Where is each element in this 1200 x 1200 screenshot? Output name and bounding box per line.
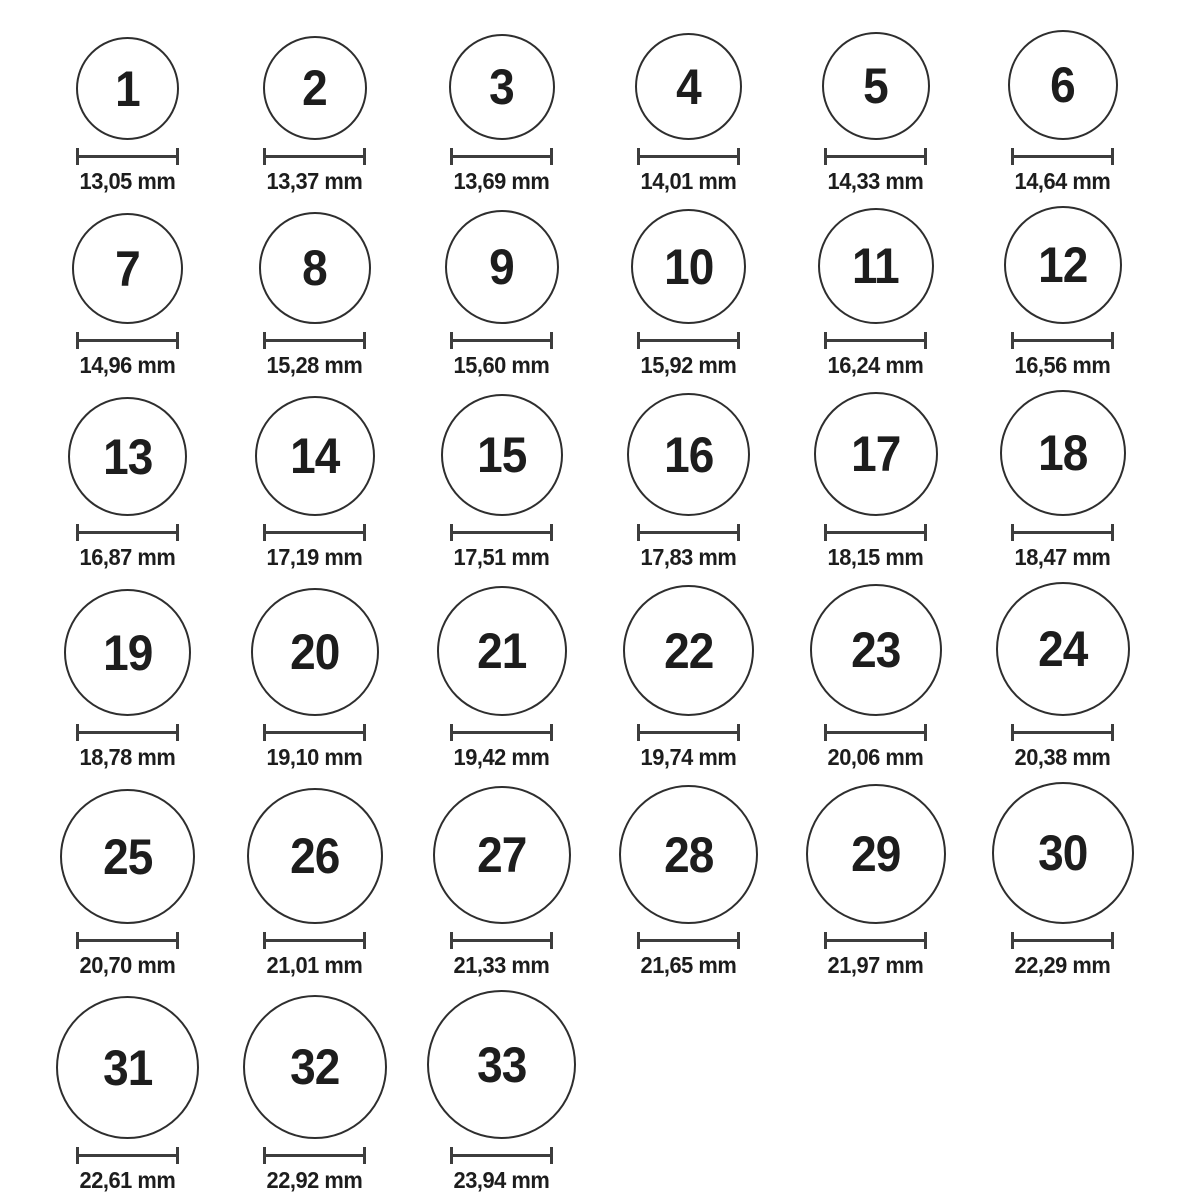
dimension-end-tick <box>363 148 366 165</box>
ring-circle <box>255 396 375 516</box>
ring-size-cell <box>34 789 221 979</box>
ring-circle <box>427 990 576 1139</box>
ring-size-cell <box>408 394 595 571</box>
ring-size-cell <box>782 392 969 571</box>
ring-size-cell <box>969 782 1156 979</box>
ring-size-number: 25 <box>102 828 153 885</box>
size-row <box>34 206 1200 379</box>
ring-circle <box>243 995 387 1139</box>
ring-size-number: 3 <box>489 59 514 115</box>
diameter-label: 17,83 mm <box>640 544 737 570</box>
dimension-bar <box>824 939 927 942</box>
diameter-label: 16,24 mm <box>827 352 924 378</box>
ring-size-cell <box>408 990 595 1194</box>
ring-circle <box>263 36 367 140</box>
ring-circle <box>806 784 946 924</box>
ring-size-cell <box>221 588 408 771</box>
ring-size-number: 29 <box>850 826 901 882</box>
diameter-dimension-line <box>263 148 366 165</box>
ring-size-cell <box>34 397 221 571</box>
ring-circle <box>822 32 930 140</box>
diameter-dimension-line <box>1011 932 1114 949</box>
ring-circle <box>259 212 371 324</box>
dimension-bar <box>263 1154 366 1157</box>
ring-size-cell <box>408 210 595 379</box>
diameter-dimension-line <box>450 332 553 349</box>
diameter-dimension-line <box>1011 724 1114 741</box>
ring-size-cell <box>34 996 221 1194</box>
ring-size-cell <box>782 584 969 771</box>
ring-circle <box>810 584 942 716</box>
dimension-end-tick <box>550 932 553 949</box>
dimension-end-tick <box>737 148 740 165</box>
diameter-dimension-line <box>824 148 927 165</box>
ring-size-number: 1 <box>115 60 140 117</box>
diameter-dimension-line <box>824 524 927 541</box>
diameter-label: 20,38 mm <box>1014 744 1111 770</box>
ring-size-number: 17 <box>850 426 901 482</box>
ring-circle <box>56 996 199 1139</box>
ring-circle <box>251 588 379 716</box>
diameter-label: 18,78 mm <box>79 744 176 770</box>
dimension-bar <box>450 731 553 734</box>
dimension-bar <box>263 339 366 342</box>
ring-size-cell <box>782 208 969 379</box>
ring-size-number: 32 <box>289 1039 340 1095</box>
ring-size-cell <box>969 582 1156 771</box>
dimension-bar <box>1011 731 1114 734</box>
diameter-label: 22,92 mm <box>266 1167 363 1193</box>
dimension-end-tick <box>550 524 553 541</box>
ring-size-cell <box>221 36 408 195</box>
ring-size-number: 7 <box>115 240 140 297</box>
dimension-bar <box>263 731 366 734</box>
diameter-label: 16,56 mm <box>1014 352 1111 378</box>
diameter-dimension-line <box>263 524 366 541</box>
ring-size-number: 31 <box>102 1039 153 1096</box>
diameter-dimension-line <box>637 332 740 349</box>
diameter-label: 15,92 mm <box>640 352 737 378</box>
diameter-dimension-line <box>637 932 740 949</box>
dimension-end-tick <box>176 332 179 349</box>
dimension-bar <box>76 939 179 942</box>
ring-size-number: 19 <box>102 624 153 681</box>
ring-size-number: 23 <box>850 622 901 678</box>
diameter-label: 19,10 mm <box>266 744 363 770</box>
diameter-dimension-line <box>1011 524 1114 541</box>
ring-size-cell <box>34 589 221 771</box>
dimension-end-tick <box>363 932 366 949</box>
diameter-label: 15,28 mm <box>266 352 363 378</box>
diameter-dimension-line <box>450 1147 553 1164</box>
ring-size-number: 16 <box>663 426 714 483</box>
ring-size-number: 28 <box>663 826 714 883</box>
ring-size-cell <box>782 32 969 195</box>
ring-size-cell <box>34 213 221 379</box>
dimension-bar <box>450 155 553 158</box>
ring-circle <box>437 586 567 716</box>
diameter-label: 17,19 mm <box>266 544 363 570</box>
ring-size-cell <box>221 995 408 1194</box>
diameter-dimension-line <box>450 932 553 949</box>
diameter-dimension-line <box>263 332 366 349</box>
ring-size-number: 4 <box>676 58 701 115</box>
diameter-label: 13,69 mm <box>453 168 550 194</box>
ring-size-cell <box>221 396 408 571</box>
ring-circle <box>619 785 758 924</box>
ring-size-number: 9 <box>489 239 514 295</box>
dimension-end-tick <box>176 1147 179 1164</box>
dimension-bar <box>263 155 366 158</box>
diameter-dimension-line <box>824 932 927 949</box>
ring-size-cell <box>595 393 782 571</box>
size-row <box>34 782 1200 979</box>
dimension-bar <box>637 731 740 734</box>
dimension-end-tick <box>363 1147 366 1164</box>
ring-circle <box>433 786 571 924</box>
dimension-end-tick <box>924 724 927 741</box>
ring-circle <box>449 34 555 140</box>
dimension-end-tick <box>924 932 927 949</box>
ring-size-number: 30 <box>1037 825 1088 881</box>
ring-circle <box>814 392 938 516</box>
diameter-label: 18,15 mm <box>827 544 924 570</box>
dimension-bar <box>824 531 927 534</box>
diameter-dimension-line <box>76 1147 179 1164</box>
ring-size-number: 6 <box>1050 57 1075 113</box>
dimension-bar <box>1011 939 1114 942</box>
diameter-dimension-line <box>263 724 366 741</box>
dimension-bar <box>1011 339 1114 342</box>
diameter-label: 22,29 mm <box>1014 952 1111 978</box>
diameter-label: 21,33 mm <box>453 952 550 978</box>
dimension-bar <box>637 531 740 534</box>
diameter-label: 16,87 mm <box>79 544 176 570</box>
diameter-dimension-line <box>824 332 927 349</box>
ring-size-cell <box>221 212 408 379</box>
diameter-label: 15,60 mm <box>453 352 550 378</box>
ring-size-number: 15 <box>476 427 527 483</box>
diameter-label: 14,64 mm <box>1014 168 1111 194</box>
dimension-end-tick <box>737 524 740 541</box>
dimension-bar <box>1011 531 1114 534</box>
dimension-end-tick <box>176 724 179 741</box>
dimension-bar <box>76 155 179 158</box>
dimension-end-tick <box>550 332 553 349</box>
diameter-dimension-line <box>450 724 553 741</box>
ring-size-number: 33 <box>476 1036 527 1093</box>
ring-circle <box>76 37 179 140</box>
ring-circle <box>627 393 750 516</box>
ring-size-cell <box>408 34 595 195</box>
dimension-end-tick <box>1111 724 1114 741</box>
diameter-label: 20,06 mm <box>827 744 924 770</box>
dimension-bar <box>76 731 179 734</box>
ring-size-number: 27 <box>476 827 527 883</box>
ring-circle <box>996 582 1130 716</box>
dimension-bar <box>450 339 553 342</box>
diameter-dimension-line <box>450 524 553 541</box>
dimension-end-tick <box>1111 524 1114 541</box>
diameter-dimension-line <box>263 1147 366 1164</box>
dimension-end-tick <box>737 332 740 349</box>
dimension-end-tick <box>176 148 179 165</box>
ring-circle <box>631 209 746 324</box>
ring-size-number: 18 <box>1037 425 1088 481</box>
ring-circle <box>1004 206 1122 324</box>
ring-size-cell <box>969 30 1156 195</box>
size-row <box>34 30 1200 195</box>
diameter-dimension-line <box>1011 332 1114 349</box>
diameter-label: 14,96 mm <box>79 352 176 378</box>
ring-size-cell <box>782 784 969 979</box>
dimension-bar <box>263 939 366 942</box>
dimension-end-tick <box>550 724 553 741</box>
dimension-end-tick <box>176 524 179 541</box>
ring-size-number: 21 <box>476 623 527 679</box>
diameter-label: 22,61 mm <box>79 1167 176 1193</box>
ring-circle <box>68 397 187 516</box>
diameter-label: 20,70 mm <box>79 952 176 978</box>
diameter-dimension-line <box>76 724 179 741</box>
diameter-dimension-line <box>76 524 179 541</box>
diameter-label: 17,51 mm <box>453 544 550 570</box>
diameter-label: 21,97 mm <box>827 952 924 978</box>
ring-circle <box>1008 30 1118 140</box>
dimension-bar <box>637 155 740 158</box>
diameter-label: 14,01 mm <box>640 168 737 194</box>
dimension-bar <box>76 339 179 342</box>
ring-size-cell <box>408 586 595 771</box>
ring-size-number: 8 <box>302 240 327 296</box>
diameter-dimension-line <box>76 148 179 165</box>
diameter-label: 14,33 mm <box>827 168 924 194</box>
diameter-dimension-line <box>637 524 740 541</box>
dimension-bar <box>637 339 740 342</box>
diameter-dimension-line <box>824 724 927 741</box>
ring-size-number: 11 <box>852 238 899 294</box>
diameter-dimension-line <box>1011 148 1114 165</box>
dimension-bar <box>450 531 553 534</box>
diameter-label: 13,05 mm <box>79 168 176 194</box>
ring-circle <box>992 782 1134 924</box>
dimension-bar <box>824 339 927 342</box>
dimension-bar <box>76 531 179 534</box>
size-row <box>34 582 1200 771</box>
dimension-end-tick <box>550 148 553 165</box>
diameter-label: 19,74 mm <box>640 744 737 770</box>
ring-circle <box>60 789 195 924</box>
diameter-dimension-line <box>637 148 740 165</box>
dimension-end-tick <box>1111 148 1114 165</box>
size-row <box>34 390 1200 571</box>
ring-size-cell <box>34 37 221 195</box>
dimension-bar <box>76 1154 179 1157</box>
ring-circle <box>445 210 559 324</box>
ring-size-number: 12 <box>1037 237 1088 293</box>
dimension-end-tick <box>924 524 927 541</box>
dimension-end-tick <box>1111 932 1114 949</box>
ring-size-cell <box>969 206 1156 379</box>
ring-circle <box>635 33 742 140</box>
ring-circle <box>818 208 934 324</box>
dimension-bar <box>637 939 740 942</box>
dimension-bar <box>824 155 927 158</box>
ring-size-cell <box>221 788 408 979</box>
ring-size-number: 2 <box>302 60 327 116</box>
diameter-label: 21,01 mm <box>266 952 363 978</box>
ring-size-number: 24 <box>1037 621 1088 677</box>
dimension-end-tick <box>363 724 366 741</box>
dimension-bar <box>450 1154 553 1157</box>
ring-size-number: 22 <box>663 622 714 679</box>
ring-size-number: 5 <box>863 58 888 114</box>
ring-circle <box>1000 390 1126 516</box>
size-row <box>34 990 1200 1194</box>
diameter-dimension-line <box>263 932 366 949</box>
diameter-label: 19,42 mm <box>453 744 550 770</box>
dimension-bar <box>1011 155 1114 158</box>
ring-size-number: 13 <box>102 428 153 485</box>
ring-size-cell <box>595 585 782 771</box>
dimension-end-tick <box>924 332 927 349</box>
dimension-end-tick <box>737 724 740 741</box>
dimension-end-tick <box>363 524 366 541</box>
ring-size-number: 14 <box>289 428 340 484</box>
ring-size-cell <box>969 390 1156 571</box>
ring-size-number: 10 <box>663 238 714 295</box>
ring-circle <box>623 585 754 716</box>
diameter-dimension-line <box>450 148 553 165</box>
dimension-bar <box>824 731 927 734</box>
ring-circle <box>64 589 191 716</box>
diameter-label: 18,47 mm <box>1014 544 1111 570</box>
diameter-label: 21,65 mm <box>640 952 737 978</box>
ring-size-cell <box>595 785 782 979</box>
ring-size-cell <box>595 209 782 379</box>
diameter-label: 13,37 mm <box>266 168 363 194</box>
ring-size-cell <box>595 33 782 195</box>
dimension-bar <box>450 939 553 942</box>
dimension-end-tick <box>924 148 927 165</box>
dimension-end-tick <box>363 332 366 349</box>
dimension-end-tick <box>176 932 179 949</box>
ring-circle <box>72 213 183 324</box>
dimension-end-tick <box>737 932 740 949</box>
diameter-dimension-line <box>76 332 179 349</box>
ring-circle <box>247 788 383 924</box>
ring-size-number: 20 <box>289 624 340 680</box>
ring-size-cell <box>408 786 595 979</box>
dimension-end-tick <box>1111 332 1114 349</box>
diameter-label: 23,94 mm <box>453 1167 550 1193</box>
ring-size-number: 26 <box>289 828 340 884</box>
diameter-dimension-line <box>637 724 740 741</box>
dimension-bar <box>263 531 366 534</box>
diameter-dimension-line <box>76 932 179 949</box>
dimension-end-tick <box>550 1147 553 1164</box>
ring-circle <box>441 394 563 516</box>
